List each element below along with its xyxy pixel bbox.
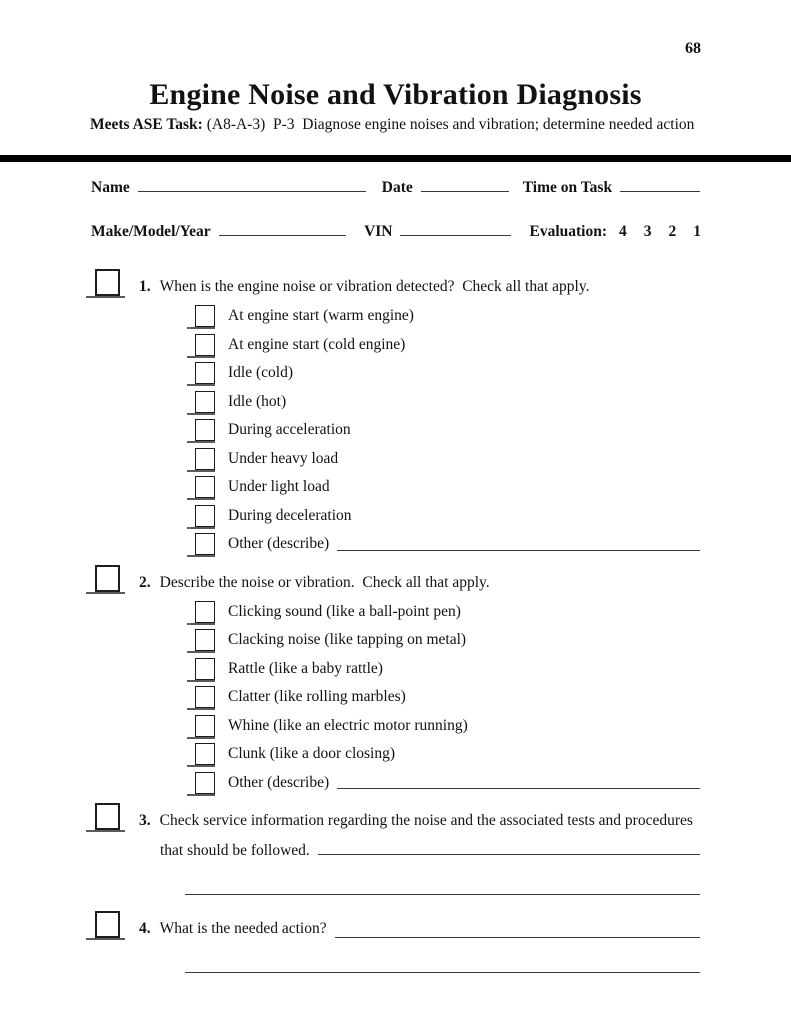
make-model-year-label: Make/Model/Year	[91, 223, 211, 240]
option-checkbox[interactable]	[195, 772, 215, 794]
time-on-task-input-line[interactable]	[620, 178, 700, 192]
task-checkbox[interactable]	[95, 565, 120, 592]
question-1-header	[95, 269, 700, 296]
checklist-item	[195, 683, 700, 712]
checklist-item	[195, 598, 700, 627]
question-4-header	[95, 911, 700, 938]
ase-task-label: Meets ASE Task:	[90, 116, 203, 133]
make-model-year-input-line[interactable]	[219, 222, 346, 236]
fields-row-2	[91, 222, 701, 241]
question-text: Describe the noise or vibration. Check all that apply.	[159, 573, 490, 591]
question-text-line2: that should be followed.	[160, 842, 310, 859]
option-label: Other (describe)	[228, 535, 330, 553]
time-on-task-label: Time on Task	[522, 179, 613, 196]
option-checkbox[interactable]	[195, 658, 215, 680]
question-number: 4.	[139, 920, 151, 937]
checklist-item	[195, 445, 700, 474]
option-label: Clacking noise (like tapping on metal)	[228, 631, 467, 649]
checklist-item	[195, 626, 700, 655]
question-text: When is the engine noise or vibration detected? Check all that apply.	[159, 278, 590, 295]
checklist-item	[195, 388, 700, 417]
question-number: 2.	[139, 573, 151, 591]
option-label: At engine start (cold engine)	[228, 335, 406, 353]
question-4	[95, 911, 700, 973]
option-checkbox[interactable]	[195, 419, 215, 441]
checklist-item	[195, 359, 700, 388]
option-label: Under heavy load	[228, 449, 339, 467]
page-title: Engine Noise and Vibration Diagnosis	[149, 78, 642, 111]
option-label: During deceleration	[228, 506, 352, 524]
checklist-item-other	[195, 530, 700, 559]
option-checkbox[interactable]	[195, 505, 215, 527]
question-2-header	[95, 565, 700, 592]
question-text: Check service information regarding the noise and the associated tests and procedures	[159, 812, 693, 829]
name-label: Name	[91, 179, 130, 196]
evaluation-score-1[interactable]: 1	[693, 223, 701, 240]
question-3	[95, 803, 700, 895]
option-label: Clatter (like rolling marbles)	[228, 688, 406, 706]
checklist-item-other	[195, 769, 700, 798]
answer-input-line-2[interactable]	[185, 958, 700, 973]
date-input-line[interactable]	[421, 178, 509, 192]
question-2-options	[195, 598, 700, 798]
option-checkbox[interactable]	[195, 391, 215, 413]
fields-row-1	[91, 178, 701, 197]
option-label: During acceleration	[228, 421, 351, 439]
page-number: 68	[685, 40, 701, 57]
divider-rule	[0, 155, 791, 162]
checklist-item	[195, 331, 700, 360]
question-3-header	[95, 803, 700, 830]
header-fields	[91, 178, 701, 241]
option-checkbox[interactable]	[195, 601, 215, 623]
question-1-options	[195, 302, 700, 559]
task-checkbox[interactable]	[95, 911, 120, 938]
checklist-item	[195, 655, 700, 684]
option-label: Other (describe)	[228, 773, 330, 791]
checklist-item	[195, 712, 700, 741]
option-checkbox[interactable]	[195, 476, 215, 498]
evaluation-scale	[619, 223, 701, 241]
option-label: Whine (like an electric motor running)	[228, 716, 468, 734]
checklist-item	[195, 473, 700, 502]
questions-section	[95, 269, 700, 973]
ase-task-line	[90, 116, 703, 134]
option-checkbox[interactable]	[195, 686, 215, 708]
task-checkbox[interactable]	[95, 269, 120, 296]
answer-input-line[interactable]	[318, 842, 700, 855]
other-describe-input-line[interactable]	[337, 538, 700, 551]
date-label: Date	[381, 179, 413, 196]
option-checkbox[interactable]	[195, 305, 215, 327]
option-checkbox[interactable]	[195, 334, 215, 356]
question-3-continuation	[160, 842, 700, 860]
evaluation-score-3[interactable]: 3	[643, 223, 652, 240]
checklist-item	[195, 740, 700, 769]
option-label: Idle (cold)	[228, 364, 293, 382]
question-text: What is the needed action?	[159, 920, 327, 937]
option-checkbox[interactable]	[195, 715, 215, 737]
option-label: Clunk (like a door closing)	[228, 745, 396, 763]
question-1	[95, 269, 700, 559]
option-checkbox[interactable]	[195, 533, 215, 555]
ase-task-text: (A8-A-3) P-3 Diagnose engine noises and vibration; determine needed action	[202, 116, 695, 133]
evaluation-label: Evaluation:	[529, 223, 607, 240]
answer-input-line-2[interactable]	[185, 880, 700, 895]
option-checkbox[interactable]	[195, 629, 215, 651]
option-label: Under light load	[228, 478, 330, 496]
answer-input-line[interactable]	[335, 925, 700, 938]
evaluation-score-4[interactable]: 4	[619, 223, 627, 240]
option-checkbox[interactable]	[195, 448, 215, 470]
vin-label: VIN	[364, 223, 393, 240]
name-input-line[interactable]	[138, 178, 366, 192]
option-checkbox[interactable]	[195, 743, 215, 765]
checklist-item	[195, 502, 700, 531]
checklist-item	[195, 302, 700, 331]
vin-input-line[interactable]	[400, 222, 511, 236]
question-number: 3.	[139, 812, 151, 829]
evaluation-score-2[interactable]: 2	[668, 223, 677, 240]
other-describe-input-line[interactable]	[337, 776, 700, 789]
task-checkbox[interactable]	[95, 803, 120, 830]
question-number: 1.	[139, 278, 151, 295]
option-label: Clicking sound (like a ball-point pen)	[228, 602, 461, 620]
option-label: Idle (hot)	[228, 392, 287, 410]
option-label: Rattle (like a baby rattle)	[228, 659, 383, 677]
question-2	[95, 565, 700, 798]
option-checkbox[interactable]	[195, 362, 215, 384]
option-label: At engine start (warm engine)	[228, 307, 414, 325]
checklist-item	[195, 416, 700, 445]
